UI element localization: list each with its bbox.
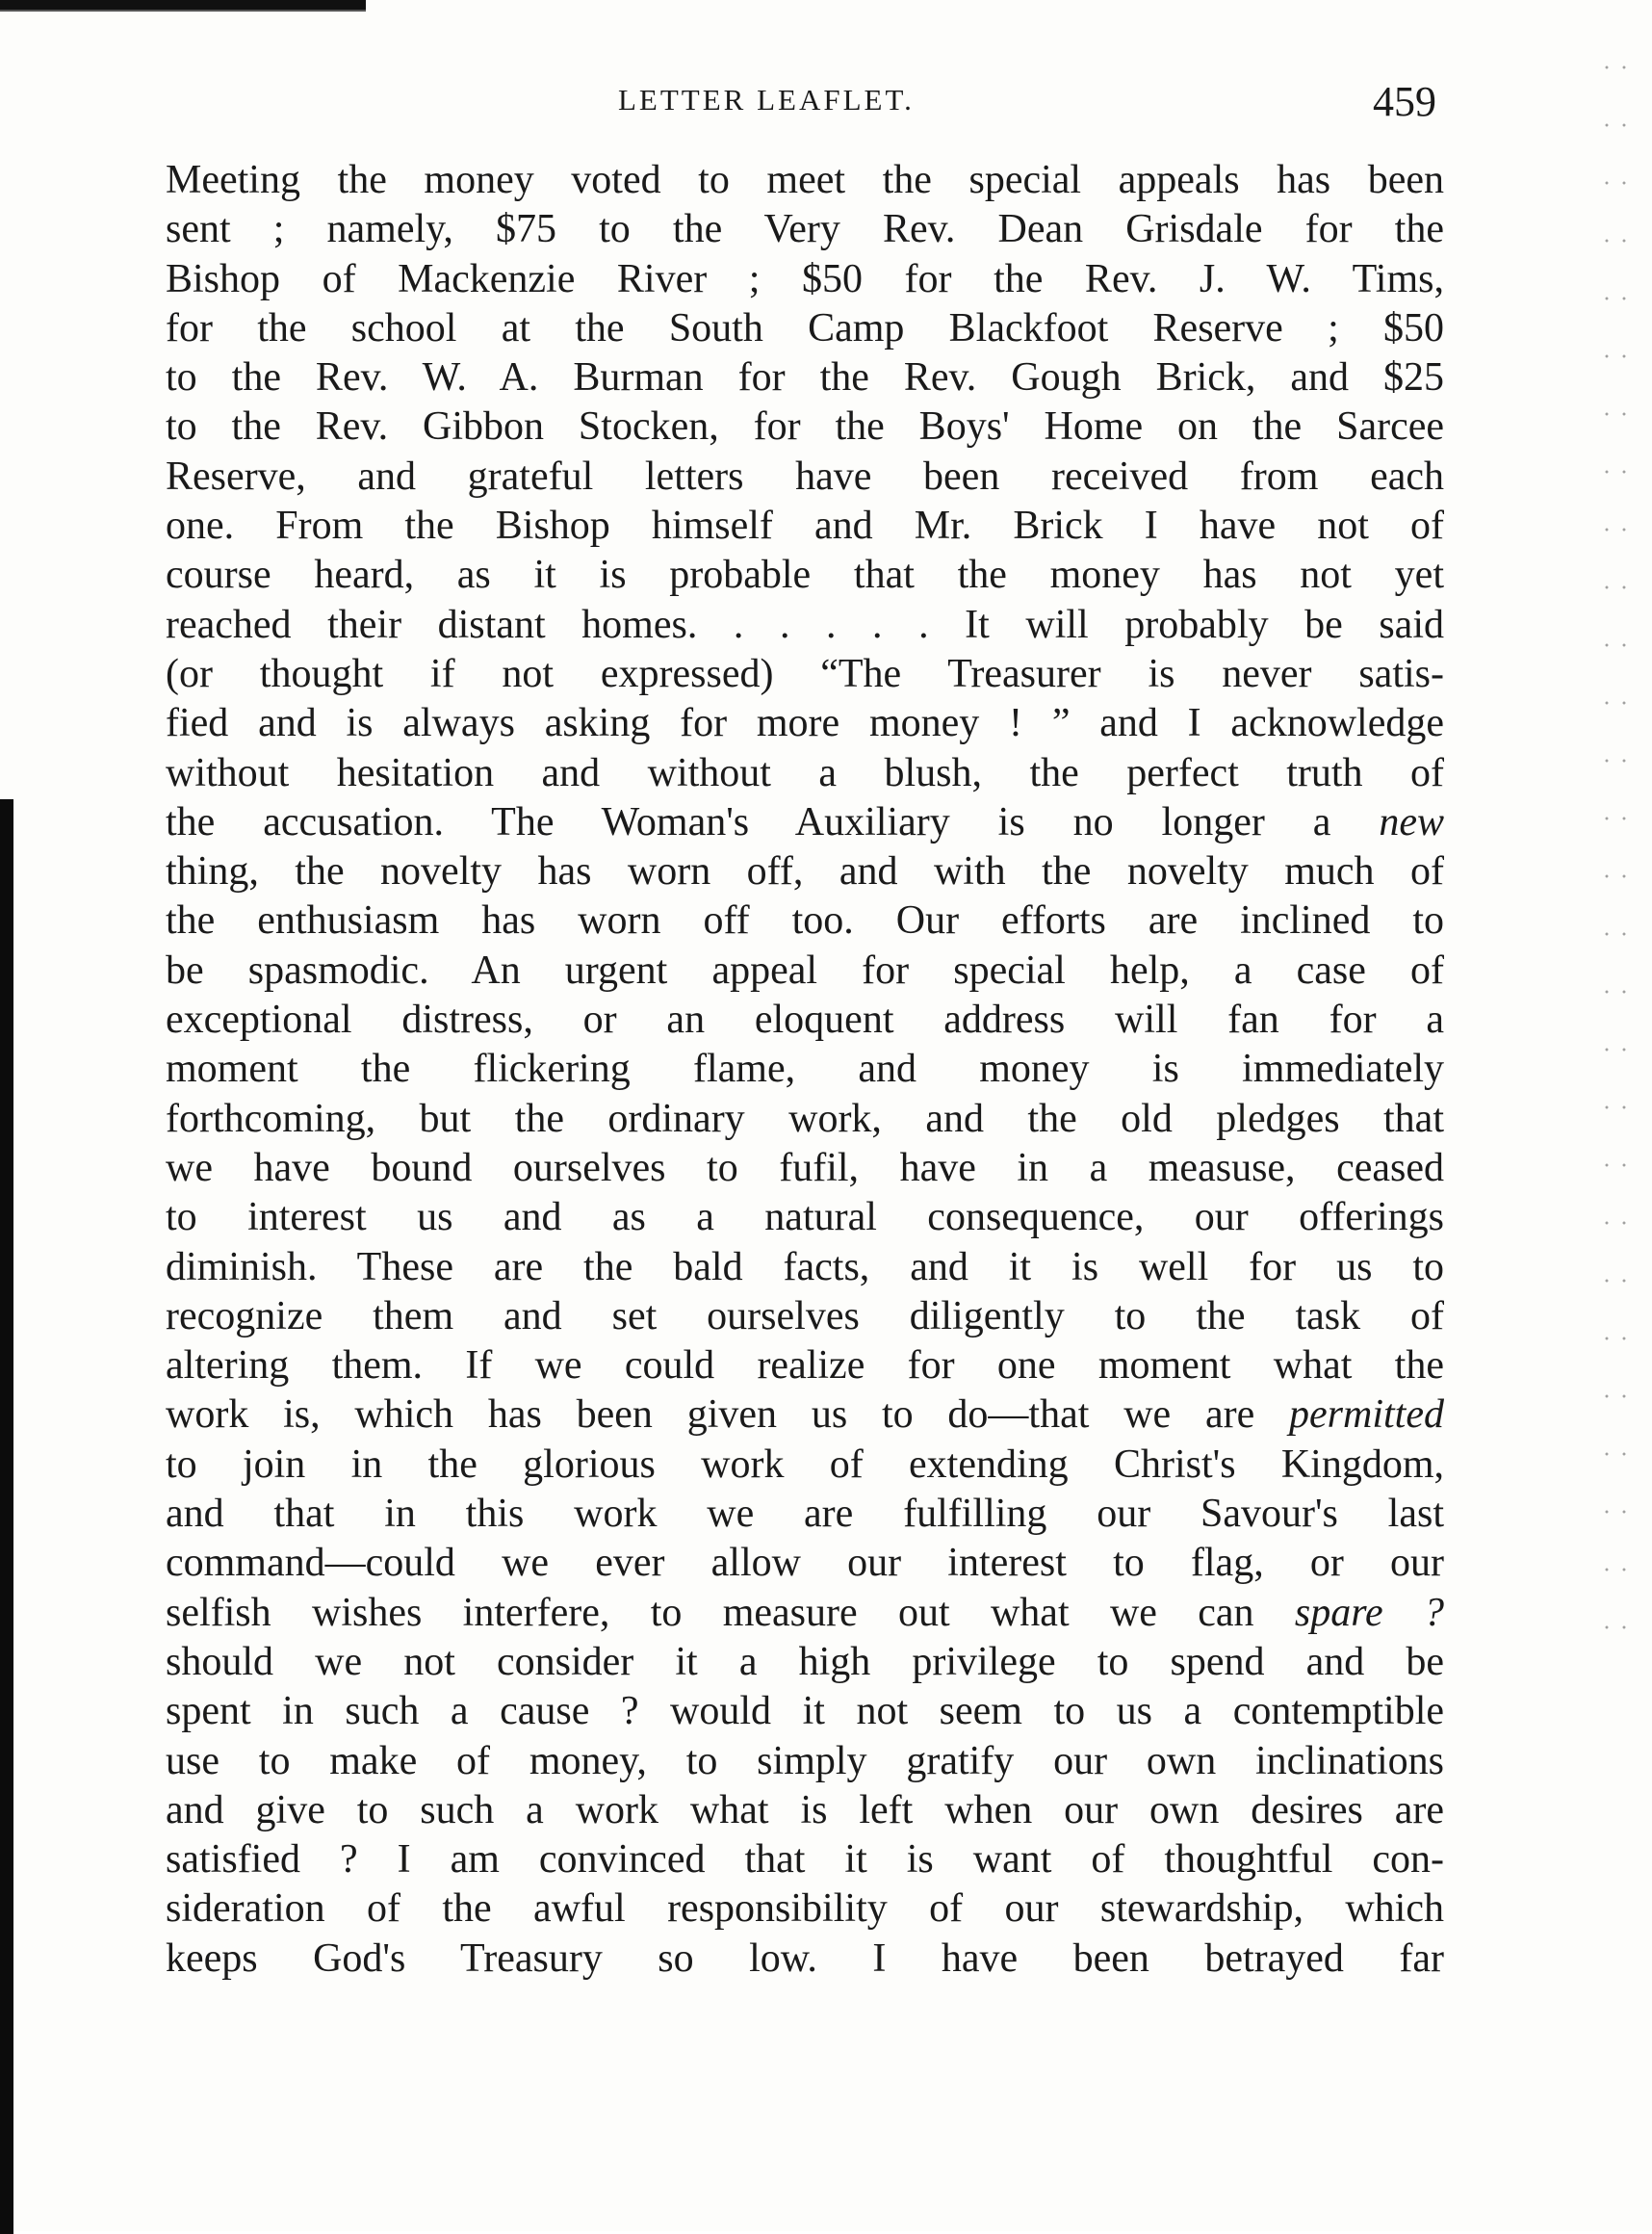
- text-line: spent in such a cause ? would it not seem to us a contemptible: [166, 1689, 1444, 1734]
- text-line: sent ; namely, $75 to the Very Rev. Dean Grisdale for the: [166, 207, 1444, 252]
- top-rule-thin: [0, 10, 366, 12]
- text-line: reached their distant homes. . . . . . It will probably be said: [166, 602, 1444, 647]
- text-line: course heard, as it is probable that the money has not yet: [166, 553, 1444, 598]
- emphasized-word: new: [1379, 799, 1444, 844]
- emphasized-word: permitted: [1289, 1392, 1444, 1438]
- text-line: satisfied ? I am convinced that it is want of thoughtful con-: [166, 1837, 1444, 1883]
- text-line: Bishop of Mackenzie River ; $50 for the Rev. J. W. Tims,: [166, 256, 1444, 301]
- margin-specks: [1598, 39, 1627, 1676]
- top-rule: [0, 0, 366, 10]
- text-line: the enthusiasm has worn off too. Our efforts are inclined to: [166, 898, 1444, 944]
- text-line: moment the flickering flame, and money is immediately: [166, 1047, 1444, 1092]
- text-line-with-emphasis: [166, 1589, 1444, 1638]
- page-number: 459: [1373, 78, 1436, 125]
- text-line: Meeting the money voted to meet the special appeals has been: [166, 158, 1444, 202]
- text-line: recognize them and set ourselves diligently to the task of: [166, 1293, 1444, 1338]
- text-line: thing, the novelty has worn off, and with the novelty much of: [166, 849, 1444, 895]
- text-line: be spasmodic. An urgent appeal for special help, a case of: [166, 948, 1444, 993]
- text-line: should we not consider it a high privilege to spend and be: [166, 1639, 1444, 1684]
- text-line: and give to such a work what is left when our own desires are: [166, 1787, 1444, 1832]
- body-text: [166, 156, 1444, 1984]
- text-segment: work is, which has been given us to do—that we are: [166, 1392, 1255, 1438]
- text-line: to the Rev. Gibbon Stocken, for the Boys' Home on the Sarcee: [166, 404, 1444, 450]
- text-line: to join in the glorious work of extending Christ's Kingdom,: [166, 1442, 1444, 1487]
- text-segment: the accusation. The Woman's Auxiliary is no longer a: [166, 799, 1331, 844]
- text-line: we have bound ourselves to fufil, have in a measuse, ceased: [166, 1145, 1444, 1190]
- text-line: diminish. These are the bald facts, and it is well for us to: [166, 1244, 1444, 1289]
- text-line: forthcoming, but the ordinary work, and the old pledges that: [166, 1096, 1444, 1141]
- text-line: exceptional distress, or an eloquent address will fan for a: [166, 998, 1444, 1043]
- text-line: for the school at the South Camp Blackfoot Reserve ; $50: [166, 305, 1444, 351]
- binding-edge-shadow: [0, 799, 13, 2234]
- text-line: (or thought if not expressed) “The Treasurer is never satis-: [166, 651, 1444, 696]
- text-line: to the Rev. W. A. Burman for the Rev. Gough Brick, and $25: [166, 355, 1444, 401]
- text-line: command—could we ever allow our interest to flag, or our: [166, 1541, 1444, 1586]
- text-segment: selfish wishes interfere, to measure out what we can: [166, 1590, 1254, 1635]
- text-line: to interest us and as a natural consequence, our offerings: [166, 1195, 1444, 1240]
- text-line: Reserve, and grateful letters have been received from each: [166, 454, 1444, 499]
- text-line-with-emphasis: [166, 1390, 1444, 1440]
- text-line: and that in this work we are fulfilling our Savour's last: [166, 1492, 1444, 1537]
- running-title: LETTER LEAFLET.: [618, 83, 915, 117]
- text-line: without hesitation and without a blush, the perfect truth of: [166, 750, 1444, 795]
- emphasized-word: spare ?: [1294, 1590, 1444, 1635]
- text-line: altering them. If we could realize for one moment what the: [166, 1343, 1444, 1389]
- text-line: fied and is always asking for more money ! ” and I acknowledge: [166, 701, 1444, 746]
- text-line: keeps God's Treasury so low. I have been betrayed far: [166, 1935, 1444, 1981]
- text-line: use to make of money, to simply gratify our own inclinations: [166, 1738, 1444, 1783]
- text-line-with-emphasis: [166, 798, 1444, 847]
- running-head: [166, 77, 1436, 135]
- text-line: one. From the Bishop himself and Mr. Brick I have not of: [166, 504, 1444, 549]
- text-line: sideration of the awful responsibility of our stewardship, which: [166, 1886, 1444, 1932]
